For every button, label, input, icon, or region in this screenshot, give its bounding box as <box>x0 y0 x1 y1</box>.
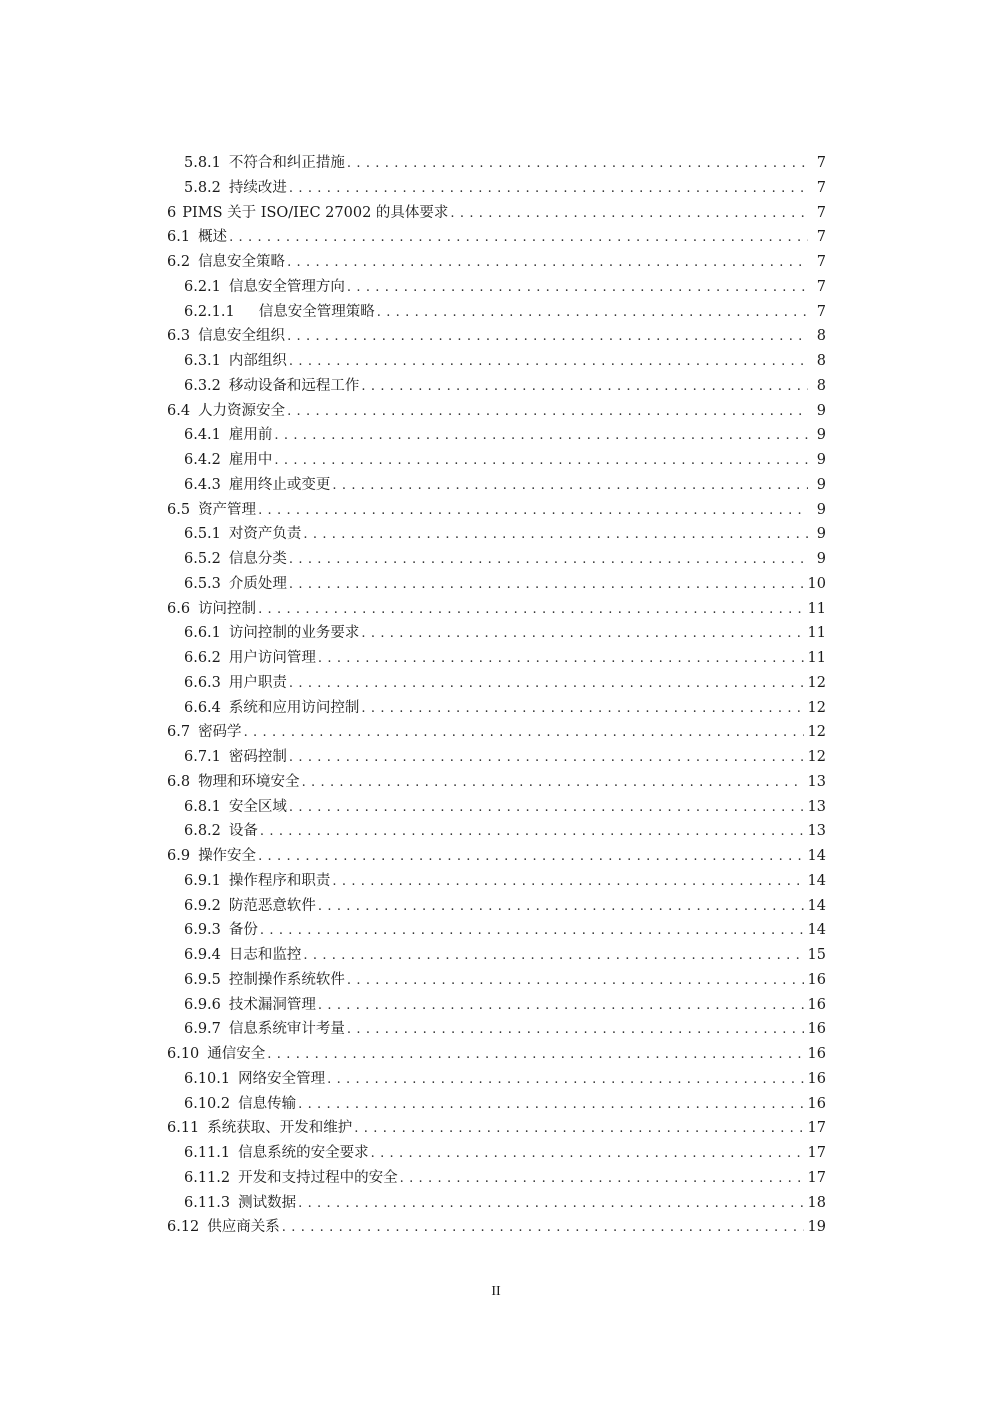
toc-entry-number: 6.6.3 <box>184 674 221 691</box>
toc-entry[interactable] <box>167 993 826 1018</box>
toc-entry-number: 5.8.1 <box>184 155 221 171</box>
toc-entry-page: 7 <box>816 278 826 295</box>
toc-entry-number: 6.11.1 <box>184 1145 231 1161</box>
toc-entry-page: 14 <box>807 872 826 889</box>
toc-entry-number: 6.11.3 <box>184 1194 231 1211</box>
toc-entry[interactable] <box>167 844 826 869</box>
toc-entry-title: 系统获取、开发和维护 <box>207 1120 353 1137</box>
toc-dot-leader <box>289 672 804 697</box>
toc-dot-leader <box>282 1216 804 1241</box>
toc-entry-number: 6.3.1 <box>184 353 221 369</box>
toc-dot-leader <box>354 1117 803 1142</box>
toc-entry-number: 6.1 <box>167 229 191 246</box>
toc-dot-leader <box>260 919 804 944</box>
toc-dot-leader <box>258 598 803 623</box>
toc-entry-title: 信息安全管理策略 <box>258 303 375 320</box>
toc-entry-page: 10 <box>807 575 826 592</box>
toc-entry-title: 信息系统的安全要求 <box>238 1145 369 1161</box>
toc-dot-leader <box>318 647 804 672</box>
toc-entry-page: 9 <box>816 427 826 444</box>
toc-dot-leader <box>303 523 808 548</box>
toc-entry[interactable] <box>167 275 826 300</box>
toc-entry-number: 6.10.2 <box>184 1095 231 1112</box>
toc-dot-leader <box>289 796 804 821</box>
toc-entry[interactable] <box>167 225 826 250</box>
toc-entry-number: 6.6.1 <box>184 625 221 642</box>
toc-entry-page: 18 <box>807 1194 826 1211</box>
toc-entry-page: 12 <box>807 674 826 691</box>
toc-entry-title: 内部组织 <box>228 353 287 369</box>
toc-dot-leader <box>361 697 803 722</box>
toc-dot-leader <box>318 994 804 1019</box>
toc-dot-leader <box>377 301 808 326</box>
toc-entry-title: PIMS 关于 ISO/IEC 27002 的具体要求 <box>182 204 449 221</box>
toc-entry-page: 11 <box>807 625 826 642</box>
toc-entry-page: 13 <box>807 823 826 840</box>
toc-entry-page: 17 <box>807 1120 826 1137</box>
toc-entry-title: 操作程序和职责 <box>228 872 331 889</box>
toc-entry-number: 6.5.1 <box>184 526 221 543</box>
toc-entry-page: 12 <box>807 699 826 716</box>
toc-entry-number: 6.7.1 <box>184 749 221 765</box>
toc-entry-page: 12 <box>807 724 826 741</box>
toc-entry-page: 16 <box>807 1095 826 1112</box>
toc-entry-number: 6.4 <box>167 402 191 419</box>
toc-entry[interactable] <box>167 1042 826 1067</box>
toc-entry-page: 14 <box>807 922 826 939</box>
toc-entry-title: 通信安全 <box>207 1046 266 1062</box>
toc-entry-number: 6.9.1 <box>184 872 221 889</box>
toc-entry-number: 6.8.2 <box>184 823 221 840</box>
toc-dot-leader <box>298 1192 803 1217</box>
toc-entry-number: 6.6.4 <box>184 699 221 716</box>
toc-entry-title: 备份 <box>228 922 258 939</box>
toc-entry-title: 访问控制的业务要求 <box>228 625 360 642</box>
toc-entry-title: 不符合和纠正措施 <box>228 155 345 171</box>
toc-entry[interactable] <box>167 943 826 968</box>
toc-entry-page: 9 <box>816 402 826 419</box>
toc-entry-page: 11 <box>807 650 826 666</box>
toc-entry-page: 7 <box>816 155 826 171</box>
toc-entry[interactable] <box>167 894 826 919</box>
toc-entry-page: 16 <box>807 996 826 1013</box>
toc-entry-number: 6.2.1.1 <box>184 303 235 320</box>
toc-dot-leader <box>400 1167 804 1192</box>
toc-entry-number: 6.9.2 <box>184 897 221 914</box>
toc-entry-title: 资产管理 <box>198 501 257 518</box>
toc-entry-title: 测试数据 <box>238 1194 297 1211</box>
toc-entry-number: 6.8 <box>167 773 191 790</box>
toc-entry[interactable] <box>167 968 826 993</box>
toc-entry-title: 人力资源安全 <box>198 402 286 419</box>
toc-entry-page: 16 <box>807 971 826 988</box>
toc-dot-leader <box>347 969 804 994</box>
toc-entry-number: 6.2 <box>167 254 191 270</box>
toc-entry[interactable] <box>167 473 826 498</box>
toc-entry-page: 9 <box>816 526 826 543</box>
toc-entry-title: 密码学 <box>198 724 242 741</box>
toc-entry-title: 设备 <box>228 823 258 840</box>
toc-entry[interactable] <box>167 547 826 572</box>
toc-entry[interactable] <box>167 349 826 374</box>
toc-entry-page: 7 <box>816 303 826 320</box>
toc-entry[interactable] <box>167 1092 826 1117</box>
toc-entry[interactable] <box>167 720 826 745</box>
toc-entry-title: 持续改进 <box>228 179 287 196</box>
toc-entry[interactable] <box>167 621 826 646</box>
toc-entry-number: 6 <box>167 204 177 221</box>
toc-dot-leader <box>258 499 808 524</box>
toc-entry[interactable] <box>167 324 826 349</box>
toc-entry-title: 安全区域 <box>228 798 287 815</box>
toc-dot-leader <box>450 202 808 227</box>
toc-entry-title: 信息安全组织 <box>198 328 286 345</box>
toc-entry-page: 16 <box>807 1070 826 1087</box>
toc-entry-number: 6.9.7 <box>184 1021 221 1038</box>
toc-entry-number: 6.11.2 <box>184 1169 231 1186</box>
toc-entry-title: 防范恶意软件 <box>228 897 316 914</box>
toc-entry[interactable] <box>167 1017 826 1042</box>
toc-dot-leader <box>303 944 803 969</box>
toc-entry-number: 5.8.2 <box>184 179 221 196</box>
toc-entry-page: 7 <box>816 254 826 270</box>
toc-entry-number: 6.4.3 <box>184 476 221 493</box>
toc-dot-leader <box>274 424 808 449</box>
toc-entry-page: 8 <box>816 328 826 345</box>
toc-entry-title: 用户职责 <box>228 674 287 691</box>
toc-entry-title: 雇用中 <box>228 452 273 468</box>
toc-dot-leader <box>347 152 808 177</box>
toc-entry-title: 信息安全管理方向 <box>228 278 345 295</box>
toc-dot-leader <box>229 226 808 251</box>
toc-entry-title: 信息传输 <box>238 1095 297 1112</box>
toc-entry-title: 访问控制 <box>198 600 257 617</box>
toc-entry-number: 6.9 <box>167 848 191 864</box>
toc-entry-page: 16 <box>807 1046 826 1062</box>
toc-entry[interactable] <box>167 1141 826 1166</box>
toc-entry[interactable] <box>167 819 826 844</box>
toc-entry-number: 6.9.5 <box>184 971 221 988</box>
toc-entry-page: 9 <box>816 452 826 468</box>
toc-entry-number: 6.5 <box>167 501 191 518</box>
toc-entry-number: 6.4.1 <box>184 427 221 444</box>
toc-entry-title: 介质处理 <box>228 575 287 592</box>
toc-entry[interactable] <box>167 795 826 820</box>
toc-entry-number: 6.8.1 <box>184 798 221 815</box>
toc-entry[interactable] <box>167 918 826 943</box>
toc-entry-title: 密码控制 <box>228 749 287 765</box>
toc-entry-page: 14 <box>807 897 826 914</box>
toc-entry[interactable] <box>167 300 826 325</box>
toc-entry-number: 6.6.2 <box>184 650 221 666</box>
toc-entry[interactable] <box>167 448 826 473</box>
toc-entry[interactable] <box>167 399 826 424</box>
toc-entry-number: 6.7 <box>167 724 191 741</box>
toc-dot-leader <box>287 325 808 350</box>
toc-entry[interactable] <box>167 770 826 795</box>
toc-entry-page: 16 <box>807 1021 826 1038</box>
toc-entry-number: 6.3.2 <box>184 377 221 394</box>
toc-entry[interactable] <box>167 250 826 275</box>
toc-entry-title: 雇用前 <box>228 427 273 444</box>
toc-entry-page: 17 <box>807 1145 826 1161</box>
toc-dot-leader <box>302 771 804 796</box>
toc-entry-number: 6.5.2 <box>184 551 221 567</box>
toc-entry-number: 6.10.1 <box>184 1070 231 1087</box>
toc-entry[interactable] <box>167 597 826 622</box>
toc-dot-leader <box>327 1068 803 1093</box>
toc-dot-leader <box>371 1142 804 1167</box>
toc-dot-leader <box>318 895 804 920</box>
toc-entry[interactable] <box>167 1166 826 1191</box>
table-of-contents <box>167 151 826 1240</box>
toc-entry-page: 8 <box>816 353 826 369</box>
toc-entry-title: 信息安全策略 <box>198 254 286 270</box>
toc-dot-leader <box>287 251 808 276</box>
toc-entry-page: 17 <box>807 1169 826 1186</box>
toc-dot-leader <box>361 622 803 647</box>
toc-entry[interactable] <box>167 498 826 523</box>
toc-entry-title: 信息分类 <box>228 551 287 567</box>
toc-entry-page: 9 <box>816 501 826 518</box>
toc-dot-leader <box>260 820 804 845</box>
toc-entry[interactable] <box>167 745 826 770</box>
toc-dot-leader <box>289 350 808 375</box>
toc-entry-title: 日志和监控 <box>228 947 302 963</box>
toc-entry-page: 7 <box>816 229 826 246</box>
toc-entry[interactable] <box>167 522 826 547</box>
toc-entry-number: 6.9.4 <box>184 947 221 963</box>
toc-dot-leader <box>274 449 808 474</box>
toc-entry[interactable] <box>167 869 826 894</box>
toc-entry[interactable] <box>167 646 826 671</box>
toc-dot-leader <box>289 548 808 573</box>
toc-entry[interactable] <box>167 1067 826 1092</box>
toc-entry-title: 对资产负责 <box>228 526 302 543</box>
toc-entry-title: 开发和支持过程中的安全 <box>238 1169 398 1186</box>
toc-dot-leader <box>347 1018 804 1043</box>
toc-entry-title: 操作安全 <box>198 848 257 864</box>
toc-entry-number: 6.3 <box>167 328 191 345</box>
toc-entry-number: 6.4.2 <box>184 452 221 468</box>
toc-entry-number: 6.9.3 <box>184 922 221 939</box>
toc-entry-page: 7 <box>816 204 826 221</box>
toc-entry-title: 系统和应用访问控制 <box>228 699 360 716</box>
toc-entry-number: 6.5.3 <box>184 575 221 592</box>
toc-entry[interactable] <box>167 176 826 201</box>
toc-dot-leader <box>332 474 808 499</box>
toc-entry[interactable] <box>167 423 826 448</box>
toc-entry-title: 控制操作系统软件 <box>228 971 345 988</box>
toc-dot-leader <box>332 870 803 895</box>
toc-entry-title: 概述 <box>198 229 228 246</box>
toc-entry-page: 9 <box>816 476 826 493</box>
toc-entry[interactable] <box>167 1215 826 1240</box>
toc-entry-page: 8 <box>816 377 826 394</box>
toc-dot-leader <box>361 375 808 400</box>
toc-entry[interactable] <box>167 1191 826 1216</box>
toc-entry[interactable] <box>167 1116 826 1141</box>
toc-entry-title: 移动设备和远程工作 <box>228 377 360 394</box>
toc-entry-page: 11 <box>807 600 826 617</box>
toc-entry-page: 13 <box>807 798 826 815</box>
toc-entry[interactable] <box>167 671 826 696</box>
toc-entry[interactable] <box>167 696 826 721</box>
toc-dot-leader <box>267 1043 803 1068</box>
toc-entry-title: 供应商关系 <box>207 1219 280 1236</box>
toc-dot-leader <box>289 573 804 598</box>
toc-entry-number: 6.11 <box>167 1120 200 1137</box>
toc-dot-leader <box>298 1093 803 1118</box>
toc-entry[interactable] <box>167 201 826 226</box>
toc-entry-page: 14 <box>807 848 826 864</box>
toc-dot-leader <box>244 721 804 746</box>
toc-entry-title: 雇用终止或变更 <box>228 476 331 493</box>
toc-dot-leader <box>258 845 803 870</box>
toc-entry-page: 12 <box>807 749 826 765</box>
toc-dot-leader <box>287 400 808 425</box>
page-number: II <box>491 1284 501 1299</box>
toc-entry-title: 技术漏洞管理 <box>228 996 316 1013</box>
toc-entry-number: 6.10 <box>167 1046 200 1062</box>
toc-entry-page: 13 <box>807 773 826 790</box>
toc-entry-title: 网络安全管理 <box>238 1070 326 1087</box>
toc-dot-leader <box>289 746 804 771</box>
toc-entry-title: 物理和环境安全 <box>198 773 300 790</box>
toc-dot-leader <box>289 177 808 202</box>
toc-entry-title: 用户访问管理 <box>228 650 316 666</box>
toc-entry[interactable] <box>167 374 826 399</box>
toc-entry-title: 信息系统审计考量 <box>228 1021 345 1038</box>
toc-entry-page: 19 <box>807 1219 826 1236</box>
toc-entry[interactable] <box>167 151 826 176</box>
toc-dot-leader <box>347 276 808 301</box>
toc-entry-page: 9 <box>816 551 826 567</box>
toc-entry-number: 6.12 <box>167 1219 200 1236</box>
toc-entry[interactable] <box>167 572 826 597</box>
toc-entry-page: 7 <box>816 179 826 196</box>
toc-entry-page: 15 <box>807 947 826 963</box>
toc-entry-number: 6.9.6 <box>184 996 221 1013</box>
toc-entry-number: 6.2.1 <box>184 278 221 295</box>
toc-entry-number: 6.6 <box>167 600 191 617</box>
